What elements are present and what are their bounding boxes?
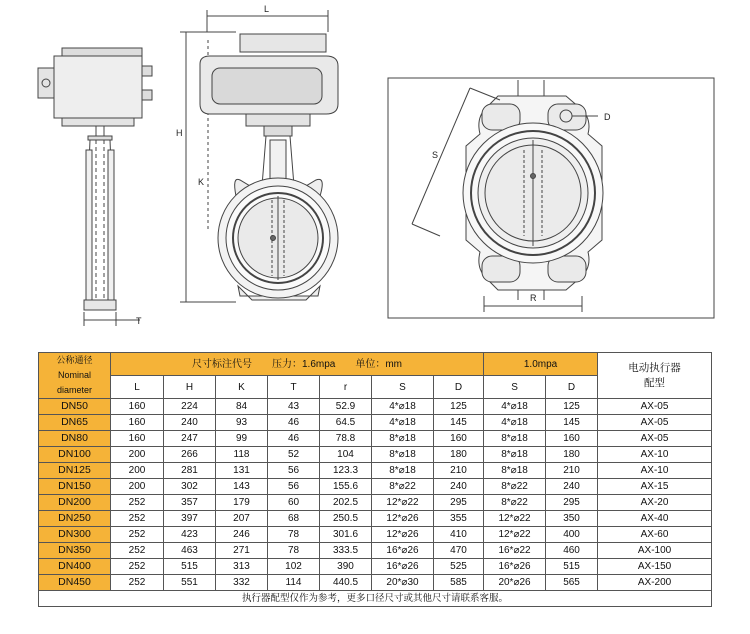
- actuator-cell: AX-40: [598, 511, 712, 527]
- table-cell: 160: [111, 431, 164, 447]
- dim-label-K: K: [198, 177, 205, 187]
- table-cell: 200: [111, 479, 164, 495]
- dim-label-T: T: [136, 316, 142, 326]
- actuator-cell: AX-20: [598, 495, 712, 511]
- table-cell: 357: [164, 495, 216, 511]
- table-cell: 118: [216, 447, 268, 463]
- table-cell: 20*⌀26: [484, 575, 546, 591]
- nominal-diameter-cell: DN80: [39, 431, 111, 447]
- table-cell: 515: [164, 559, 216, 575]
- table-cell: 333.5: [320, 543, 372, 559]
- table-cell: 4*⌀18: [372, 399, 434, 415]
- table-cell: 295: [434, 495, 484, 511]
- table-cell: 410: [434, 527, 484, 543]
- table-cell: 210: [546, 463, 598, 479]
- table-cell: 125: [546, 399, 598, 415]
- table-cell: 8*⌀18: [372, 463, 434, 479]
- table-cell: 78.8: [320, 431, 372, 447]
- table-cell: 8*⌀22: [484, 479, 546, 495]
- dim-label-S: S: [432, 150, 439, 160]
- table-cell: 266: [164, 447, 216, 463]
- table-cell: 125: [434, 399, 484, 415]
- table-cell: 350: [546, 511, 598, 527]
- table-cell: 78: [268, 527, 320, 543]
- table-cell: 400: [546, 527, 598, 543]
- table-cell: 46: [268, 415, 320, 431]
- table-cell: 4*⌀18: [372, 415, 434, 431]
- table-cell: 525: [434, 559, 484, 575]
- table-row: [39, 575, 712, 591]
- front-view: [124, 10, 338, 320]
- spec-table-wrapper: [38, 352, 711, 607]
- dim-label-H: H: [176, 128, 183, 138]
- table-cell: 160: [434, 431, 484, 447]
- actuator-cell: AX-10: [598, 447, 712, 463]
- table-cell: 200: [111, 447, 164, 463]
- table-cell: 252: [111, 511, 164, 527]
- table-row: [39, 511, 712, 527]
- table-cell: 60: [268, 495, 320, 511]
- table-cell: 52.9: [320, 399, 372, 415]
- table-cell: 155.6: [320, 479, 372, 495]
- actuator-cell: AX-05: [598, 399, 712, 415]
- table-cell: 180: [546, 447, 598, 463]
- table-cell: 160: [111, 399, 164, 415]
- nominal-diameter-cell: DN100: [39, 447, 111, 463]
- table-cell: 114: [268, 575, 320, 591]
- actuator-cell: AX-100: [598, 543, 712, 559]
- nominal-diameter-cell: DN65: [39, 415, 111, 431]
- table-cell: 210: [434, 463, 484, 479]
- dimension-header: 尺寸标注代号 压力：1.6mpa 单位：mm: [111, 353, 484, 376]
- table-row: [39, 463, 712, 479]
- table-cell: 20*⌀30: [372, 575, 434, 591]
- table-cell: 207: [216, 511, 268, 527]
- table-row: [39, 559, 712, 575]
- table-cell: 123.3: [320, 463, 372, 479]
- table-row: [39, 431, 712, 447]
- column-header: K: [216, 376, 268, 399]
- table-cell: 252: [111, 527, 164, 543]
- table-cell: 56: [268, 479, 320, 495]
- table-cell: 8*⌀22: [372, 479, 434, 495]
- table-row: [39, 399, 712, 415]
- actuator-cell: AX-60: [598, 527, 712, 543]
- table-cell: 160: [546, 431, 598, 447]
- table-cell: 145: [434, 415, 484, 431]
- nominal-diameter-cell: DN400: [39, 559, 111, 575]
- table-cell: 565: [546, 575, 598, 591]
- nominal-diameter-cell: DN450: [39, 575, 111, 591]
- table-cell: 202.5: [320, 495, 372, 511]
- table-cell: 104: [320, 447, 372, 463]
- table-cell: 200: [111, 463, 164, 479]
- table-row: [39, 415, 712, 431]
- actuator-cell: AX-150: [598, 559, 712, 575]
- column-header: H: [164, 376, 216, 399]
- column-header: L: [111, 376, 164, 399]
- table-row: [39, 479, 712, 495]
- table-cell: 131: [216, 463, 268, 479]
- detail-view: [388, 78, 714, 318]
- actuator-cell: AX-200: [598, 575, 712, 591]
- table-cell: 271: [216, 543, 268, 559]
- table-cell: 8*⌀22: [484, 495, 546, 511]
- spec-table: [38, 352, 712, 607]
- actuator-cell: AX-05: [598, 431, 712, 447]
- table-cell: 240: [434, 479, 484, 495]
- table-cell: 43: [268, 399, 320, 415]
- table-cell: 4*⌀18: [484, 399, 546, 415]
- table-cell: 295: [546, 495, 598, 511]
- table-row: [39, 527, 712, 543]
- dim-label-D: D: [604, 112, 611, 122]
- table-cell: 515: [546, 559, 598, 575]
- note-text: 执行器配型仅作为参考，更多口径尺寸或其他尺寸请联系客服。: [39, 591, 712, 607]
- side-view: [38, 48, 152, 326]
- table-cell: 585: [434, 575, 484, 591]
- table-cell: 16*⌀22: [484, 543, 546, 559]
- table-cell: 8*⌀18: [484, 447, 546, 463]
- table-cell: 301.6: [320, 527, 372, 543]
- nominal-diameter-cell: DN300: [39, 527, 111, 543]
- nominal-diameter-cell: DN150: [39, 479, 111, 495]
- table-cell: 240: [164, 415, 216, 431]
- table-cell: 440.5: [320, 575, 372, 591]
- table-cell: 246: [216, 527, 268, 543]
- spec-table-body: [39, 399, 712, 591]
- dim-label-L: L: [264, 4, 270, 14]
- table-cell: 4*⌀18: [484, 415, 546, 431]
- table-cell: 8*⌀18: [372, 431, 434, 447]
- table-row: [39, 543, 712, 559]
- actuator-header: 电动执行器 配型: [598, 353, 712, 399]
- table-cell: 355: [434, 511, 484, 527]
- table-cell: 145: [546, 415, 598, 431]
- table-cell: 12*⌀22: [372, 495, 434, 511]
- header-row-1: [39, 353, 712, 376]
- table-cell: 8*⌀18: [484, 431, 546, 447]
- table-cell: 143: [216, 479, 268, 495]
- nominal-diameter-cell: DN125: [39, 463, 111, 479]
- table-cell: 281: [164, 463, 216, 479]
- table-cell: 99: [216, 431, 268, 447]
- table-cell: 8*⌀18: [484, 463, 546, 479]
- table-cell: 313: [216, 559, 268, 575]
- table-cell: 460: [546, 543, 598, 559]
- table-cell: 12*⌀26: [372, 511, 434, 527]
- nominal-diameter-cell: DN200: [39, 495, 111, 511]
- table-cell: 252: [111, 575, 164, 591]
- table-cell: 423: [164, 527, 216, 543]
- table-cell: 12*⌀26: [372, 527, 434, 543]
- table-cell: 252: [111, 495, 164, 511]
- actuator-cell: AX-10: [598, 463, 712, 479]
- table-cell: 397: [164, 511, 216, 527]
- table-cell: 252: [111, 543, 164, 559]
- nominal-diameter-cell: DN250: [39, 511, 111, 527]
- table-cell: 102: [268, 559, 320, 575]
- table-cell: 252: [111, 559, 164, 575]
- table-row: [39, 495, 712, 511]
- table-cell: 240: [546, 479, 598, 495]
- table-cell: 160: [111, 415, 164, 431]
- table-cell: 12*⌀22: [484, 527, 546, 543]
- table-cell: 52: [268, 447, 320, 463]
- column-header: T: [268, 376, 320, 399]
- table-cell: 470: [434, 543, 484, 559]
- table-cell: 16*⌀26: [484, 559, 546, 575]
- nominal-diameter-cell: DN350: [39, 543, 111, 559]
- table-cell: 68: [268, 511, 320, 527]
- column-header: r: [320, 376, 372, 399]
- column-header: S: [372, 376, 434, 399]
- nominal-diameter-header: 公称通径 Nominal diameter: [39, 353, 111, 399]
- actuator-cell: AX-15: [598, 479, 712, 495]
- table-cell: 250.5: [320, 511, 372, 527]
- table-cell: 302: [164, 479, 216, 495]
- actuator-cell: AX-05: [598, 415, 712, 431]
- pressure-10-header: 1.0mpa: [484, 353, 598, 376]
- table-cell: 84: [216, 399, 268, 415]
- table-cell: 179: [216, 495, 268, 511]
- table-cell: 16*⌀26: [372, 559, 434, 575]
- column-header: D: [434, 376, 484, 399]
- table-cell: 16*⌀26: [372, 543, 434, 559]
- table-cell: 247: [164, 431, 216, 447]
- table-cell: 93: [216, 415, 268, 431]
- dim-label-R: R: [530, 293, 537, 303]
- table-cell: 78: [268, 543, 320, 559]
- column-header: D: [546, 376, 598, 399]
- table-cell: 12*⌀22: [484, 511, 546, 527]
- table-cell: 224: [164, 399, 216, 415]
- table-cell: 46: [268, 431, 320, 447]
- table-cell: 551: [164, 575, 216, 591]
- note-row: [39, 591, 712, 607]
- table-cell: 8*⌀18: [372, 447, 434, 463]
- table-cell: 64.5: [320, 415, 372, 431]
- table-cell: 56: [268, 463, 320, 479]
- table-cell: 463: [164, 543, 216, 559]
- column-header: S: [484, 376, 546, 399]
- table-row: [39, 447, 712, 463]
- table-cell: 180: [434, 447, 484, 463]
- table-cell: 390: [320, 559, 372, 575]
- table-cell: 332: [216, 575, 268, 591]
- nominal-diameter-cell: DN50: [39, 399, 111, 415]
